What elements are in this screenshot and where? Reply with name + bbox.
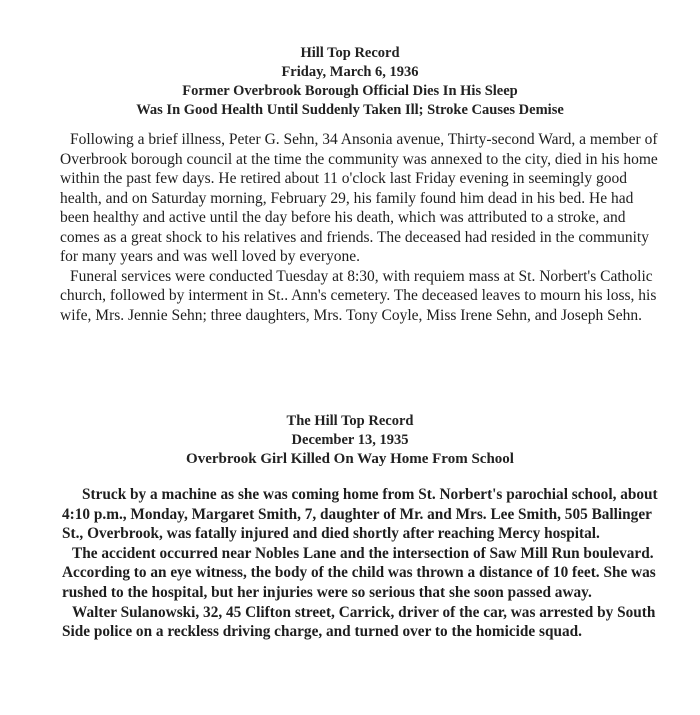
paragraph: Struck by a machine as she was coming home from St. Norbert's parochial school, about 4:10 p.m., Monday, Margaret Smith, 7, daughter of Mr. and Mrs. Lee Smith, 505 Ballinger St., Overbrook, was fatally injured and died shortly after reaching Mercy hospital.: [62, 486, 658, 543]
article-subheadline: Was In Good Health Until Suddenly Taken Ill; Stroke Causes Demise: [136, 102, 564, 118]
article-publication: Hill Top Record: [300, 45, 400, 61]
article-date: Friday, March 6, 1936: [281, 64, 419, 80]
article-headline: Former Overbrook Borough Official Dies In His Sleep: [182, 83, 518, 99]
article-body: [60, 130, 660, 325]
article-smith-accident: [0, 412, 700, 469]
article-date: December 13, 1935: [291, 432, 409, 448]
article-sehn-obituary: [0, 44, 700, 120]
paragraph: Walter Sulanowski, 32, 45 Clifton street, Carrick, driver of the car, was arrested by South Side police on a reckless driving charge, and turned over to the homicide squad.: [62, 603, 656, 641]
article-headline: Overbrook Girl Killed On Way Home From School: [186, 451, 514, 467]
article-publication: The Hill Top Record: [286, 413, 414, 429]
paragraph: Following a brief illness, Peter G. Sehn, 34 Ansonia avenue, Thirty-second Ward, a member of Overbrook borough council at the time the community was annexed to the city, died in his home within the past few days. He retired about 11 o'clock last Friday evening in seemingly good health, and on Saturday morning, February 29, his family found him dead in his bed. He had been healthy and active until the day before his death, which was attributed to a stroke, and comes as a great shock to his relatives and friends. The deceased had resided in the community for many years and was well loved by everyone.: [60, 131, 658, 265]
paragraph: The accident occurred near Nobles Lane and the intersection of Saw Mill Run boulevard. According to an eye witness, the body of the child was thrown a distance of 10 feet. She was rushed to the hospital, but her injuries were so serious that she soon passed away.: [62, 544, 656, 601]
paragraph: Funeral services were conducted Tuesday at 8:30, with requiem mass at St. Norbert's Catholic church, followed by interment in St.. Ann's cemetery. The deceased leaves to mourn his loss, his wife, Mrs. Jennie Sehn; three daughters, Mrs. Tony Coyle, Miss Irene Sehn, and Joseph Sehn.: [60, 267, 657, 324]
article-body: [62, 485, 662, 642]
